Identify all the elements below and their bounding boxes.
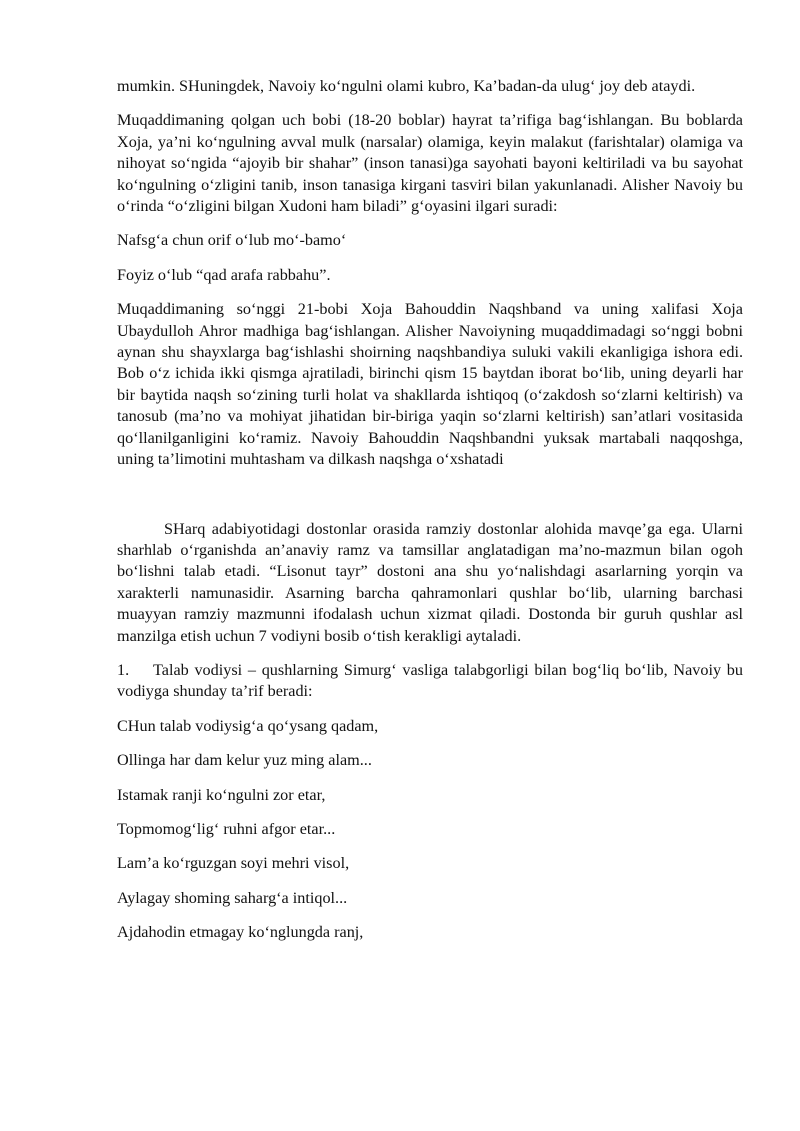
- paragraph-chapter-21: Muqaddimaning so‘nggi 21-bobi Xoja Bahouddin Naqshband va uning xalifasi Xoja Ubaydulloh Ahror madhiga bag‘ishlangan. Alisher Navoiyning muqaddimadagi so‘nggi bobni aynan shu shayxlarga bag‘ishlashi shoirning naqshbandiya suluki vakili ekanligiga ishora edi. Bob o‘z ichida ikki qismga ajratiladi, birinchi qism 15 baytdan iborat bo‘lib, uning deyarli har bir baytida naqsh so‘zining turli holat va shakllarda ishtiqoq (o‘zakdosh so‘zlarni keltirish) va tanosub (ma’no va mohiyat jihatidan bir-biriga yaqin so‘zlarni keltirish) san’atlari vositasida qo‘llanilganligini ko‘ramiz. Navoiy Bahouddin Naqshbandni yuksak martabali naqqoshga, uning ta’limotini muhtasham va dilkash naqshga o‘xshatadi: [117, 300, 743, 469]
- section-gap: [117, 484, 743, 519]
- page-content: [117, 76, 743, 957]
- paragraph-continuation: mumkin. SHuningdek, Navoiy ko‘ngulni olami kubro, Ka’badan-da ulug‘ joy deb ataydi.: [117, 77, 696, 95]
- list-item-text: Talab vodiysi – qushlarning Simurg‘ vasliga talabgorligi bilan bog‘liq bo‘lib, Navoiy bu vodiyga shunday ta’rif beradi:: [117, 660, 743, 701]
- list-item-talab-valley: [117, 660, 743, 703]
- verse-line: Aylagay shoming saharg‘a intiqol...: [117, 888, 348, 907]
- verse-line: Ollinga har dam kelur yuz ming alam...: [117, 751, 372, 770]
- verse-line: CHun talab vodiysig‘a qo‘ysang qadam,: [117, 716, 379, 735]
- verse-line: Istamak ranji ko‘ngulni zor etar,: [117, 785, 326, 804]
- verse-line-1: Nafsg‘a chun orif o‘lub mo‘-bamo‘: [117, 231, 347, 250]
- verse-line-2: Foyiz o‘lub “qad arafa rabbahu”.: [117, 265, 331, 284]
- paragraph-hayrat-chapters: Muqaddimaning qolgan uch bobi (18-20 boblar) hayrat ta’rifiga bag‘ishlangan. Bu boblarda Xoja, ya’ni ko‘ngulning avval mulk (narsalar) olamiga, keyin malakut (farishtalar) olamiga va nihoyat so‘ngida “ajoyib bir shahar” (inson tanasi)ga sayohati bayoni keltiriladi va bu sayohat ko‘ngulning o‘zligini tanib, inson tanasiga kirgani tasviri bilan yakunlanadi. Alisher Navoiy bu o‘rinda “o‘zligini bilgan Xudoni ham biladi” g‘oyasini ilgari suradi:: [117, 111, 743, 216]
- list-item-number: 1.: [117, 660, 130, 679]
- verse-line: Ajdahodin etmagay ko‘nglungda ranj,: [117, 923, 364, 942]
- verse-line: Topmomog‘lig‘ ruhni afgor etar...: [117, 819, 336, 838]
- paragraph-symbolic-epics: SHarq adabiyotidagi dostonlar orasida ramziy dostonlar alohida mavqe’ga ega. Ularni sharhlab o‘rganishda an’anaviy ramz va tamsillar anglatadigan ma’no-mazmun bilan ogoh bo‘lishni talab etadi. “Lisonut tayr” dostoni ana shu yo‘nalishdagi asarlarning yorqin va xarakterli namunasidir. Asarning barcha qahramonlari qushlar bo‘lib, ularning barchasi muayyan ramziy mazmunni ifodalash uchun xizmat qiladi. Dostonda bir guruh qushlar asl manzilga etish uchun 7 vodiyni bosib o‘tish kerakligi aytaladi.: [117, 519, 743, 645]
- verse-line: Lam’a ko‘rguzgan soyi mehri visol,: [117, 854, 350, 873]
